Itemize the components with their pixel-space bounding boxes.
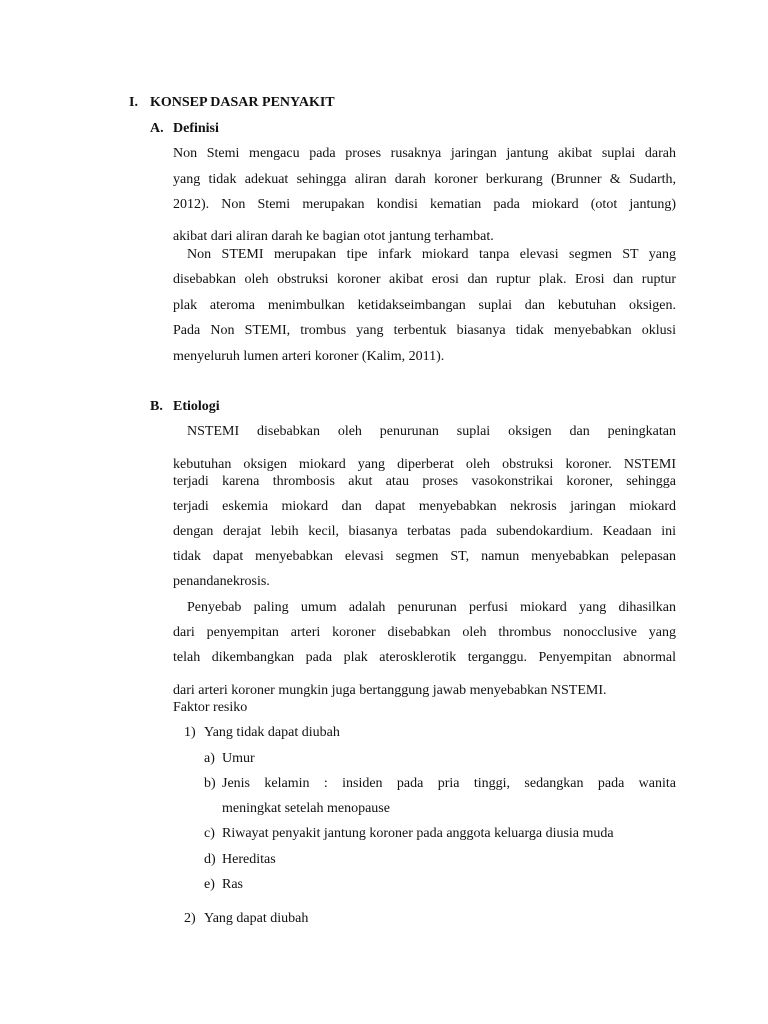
definisi-line: 2012). Non Stemi merupakan kondisi kematian pada miokard (otot jantung) bbox=[173, 197, 676, 212]
definisi-line: menyeluruh lumen arteri koroner (Kalim, 2011). bbox=[173, 349, 445, 364]
etiologi-line: terjadi eskemia miokard dan dapat menyebabkan nekrosis jaringan miokard bbox=[173, 499, 676, 514]
definisi-line: Non Stemi mengacu pada proses rusaknya jaringan jantung akibat suplai darah bbox=[173, 146, 676, 161]
risk-item-text: meningkat setelah menopause bbox=[222, 801, 390, 816]
section-a-title: Definisi bbox=[173, 121, 219, 136]
etiologi-line: penandanekrosis. bbox=[173, 574, 270, 589]
heading-title: KONSEP DASAR PENYAKIT bbox=[150, 95, 335, 110]
etiologi-line: Penyebab paling umum adalah penurunan perfusi miokard yang dihasilkan bbox=[187, 600, 676, 615]
definisi-line: Pada Non STEMI, trombus yang terbentuk biasanya tidak menyebabkan oklusi bbox=[173, 323, 676, 338]
risk-group2-label: Yang dapat diubah bbox=[204, 911, 309, 926]
definisi-line: akibat dari aliran darah ke bagian otot jantung terhambat. bbox=[173, 229, 494, 244]
definisi-line: yang tidak adekuat sehingga aliran darah koroner berkurang (Brunner & Sudarth, bbox=[173, 172, 676, 187]
risk-item-letter: a) bbox=[204, 751, 215, 766]
risk-item-letter: b) bbox=[204, 776, 216, 791]
etiologi-line: NSTEMI disebabkan oleh penurunan suplai oksigen dan peningkatan bbox=[187, 424, 676, 439]
risk-item-text: Hereditas bbox=[222, 852, 276, 867]
risk-item-text: Ras bbox=[222, 877, 243, 892]
etiologi-line: kebutuhan oksigen miokard yang diperberat oleh obstruksi koroner. NSTEMI bbox=[173, 457, 676, 472]
etiologi-line: dengan derajat lebih kecil, biasanya terbatas pada subendokardium. Keadaan ini bbox=[173, 524, 676, 539]
heading-number: I. bbox=[129, 95, 138, 110]
risk-item-letter: c) bbox=[204, 826, 215, 841]
risk-group2-number: 2) bbox=[184, 911, 196, 926]
section-b-number: B. bbox=[150, 399, 163, 414]
definisi-line: Non STEMI merupakan tipe infark miokard tanpa elevasi segmen ST yang bbox=[187, 247, 676, 262]
definisi-line: disebabkan oleh obstruksi koroner akibat erosi dan ruptur plak. Erosi dan ruptur bbox=[173, 272, 676, 287]
risk-item-letter: e) bbox=[204, 877, 215, 892]
risk-title: Faktor resiko bbox=[173, 700, 248, 715]
etiologi-line: dari penyempitan arteri koroner disebabkan oleh thrombus nonocclusive yang bbox=[173, 625, 676, 640]
risk-item-letter: d) bbox=[204, 852, 216, 867]
etiologi-line: dari arteri koroner mungkin juga bertanggung jawab menyebabkan NSTEMI. bbox=[173, 683, 607, 698]
etiologi-line: terjadi karena thrombosis akut atau proses vasokonstrikai koroner, sehingga bbox=[173, 474, 676, 489]
definisi-line: plak ateroma menimbulkan ketidakseimbangan suplai dan kebutuhan oksigen. bbox=[173, 298, 676, 313]
etiologi-line: telah dikembangkan pada plak aterosklerotik terganggu. Penyempitan abnormal bbox=[173, 650, 676, 665]
risk-group1-label: Yang tidak dapat diubah bbox=[204, 725, 340, 740]
etiologi-line: tidak dapat menyebabkan elevasi segmen ST, namun menyebabkan pelepasan bbox=[173, 549, 676, 564]
section-a-number: A. bbox=[150, 121, 164, 136]
risk-group1-number: 1) bbox=[184, 725, 196, 740]
risk-item-text: Jenis kelamin : insiden pada pria tinggi, sedangkan pada wanita bbox=[222, 776, 676, 791]
risk-item-text: Umur bbox=[222, 751, 255, 766]
risk-item-text: Riwayat penyakit jantung koroner pada anggota keluarga diusia muda bbox=[222, 826, 614, 841]
section-b-title: Etiologi bbox=[173, 399, 220, 414]
